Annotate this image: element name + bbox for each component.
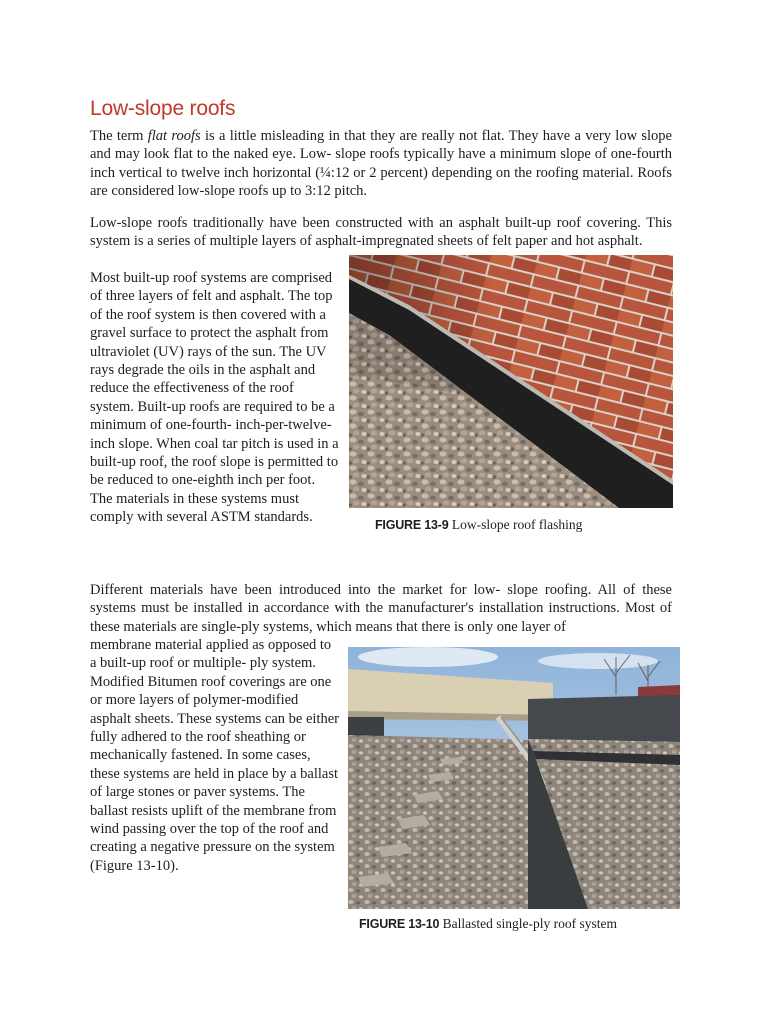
figure-13-9-label: FIGURE 13-9 [375, 518, 449, 532]
paragraph-3 [90, 581, 672, 636]
section-title: Low-slope roofs [90, 97, 236, 120]
paragraph-1-post: is a little misleading in that they are really not flat. They have a very low slope and may look flat to the naked eye. Low- slope roofs typically have a minimum slope of one-fourth inch vertical to twelve inch horizontal (¼:12 or 2 percent) depending on the roofing material. Roofs are considered low-slope roofs up to 3:12 pitch. [90, 128, 672, 200]
paragraph-3-full: Different materials have been introduced into the market for low- slope roofing. All of these systems must be installed in accordance with the manufacturer's installation instructions. Most of these materials are single-ply systems, which means that there is only one layer of [90, 582, 672, 635]
paragraph-1 [90, 127, 672, 201]
figure-13-9-caption-text: Low-slope roof flashing [448, 517, 583, 532]
paragraph-2 [90, 214, 672, 251]
paragraph-3-wrap: membrane material applied as opposed to a built-up roof or multiple- ply system. Modified Bitumen roof coverings are one or more layers of polymer-modified asphalt sheets. These systems can be either fully adhered to the roof sheathing or mechanically fastened. In some cases, these systems are held in place by a ballast of large stones or paver systems. The ballast resists uplift of the membrane from wind passing over the top of the roof and creating a negative pressure on the system (Figure 13-10). [90, 637, 339, 874]
paragraph-1-emphasis: flat roofs [147, 128, 201, 144]
figure-13-10-label: FIGURE 13-10 [359, 917, 440, 931]
figure-13-10-image [348, 647, 680, 909]
figure-13-9-image [349, 255, 673, 508]
figure-13-9-caption [375, 517, 582, 533]
paragraph-2-full: Low-slope roofs traditionally have been constructed with an asphalt built-up roof covering. This system is a series of multiple layers of asphalt-impregnated sheets of felt paper and hot asphalt. [90, 215, 672, 250]
figure-13-10-caption [359, 916, 617, 932]
paragraph-2-wrap: Most built-up roof systems are comprised of three layers of felt and asphalt. The top of the roof system is then covered with a gravel surface to protect the asphalt from ultraviolet (UV) rays of the sun. The UV rays degrade the oils in the asphalt and reduce the effectiveness of the roof system. Built-up roofs are required to be a minimum of one-fourth- inch-per-twelve-inch slope. When coal tar pitch is used in a built-up roof, the roof slope is permitted to be reduced to one-eighth inch per foot. The materials in these systems must comply with several ASTM standards. [90, 270, 339, 526]
paragraph-1-pre: The term [90, 128, 148, 144]
figure-13-10-caption-text: Ballasted single-ply roof system [439, 916, 618, 931]
